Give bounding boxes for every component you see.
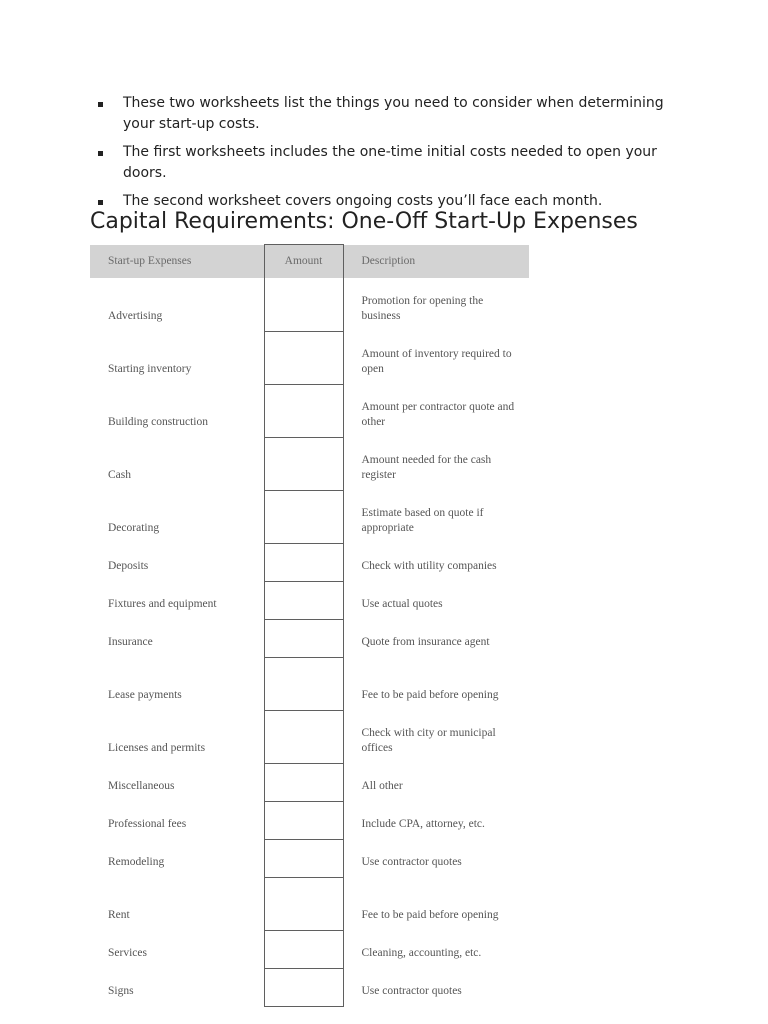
- expense-name: Miscellaneous: [108, 780, 175, 792]
- expense-description: Use actual quotes: [361, 598, 443, 610]
- section-title: Capital Requirements: One-Off Start-Up Expenses: [90, 209, 638, 234]
- expense-description: Use contractor quotes: [361, 985, 462, 997]
- expense-description: Amount of inventory required to open: [361, 348, 512, 375]
- table-row: [90, 581, 529, 619]
- amount-cell[interactable]: [264, 490, 343, 543]
- amount-input[interactable]: [265, 969, 343, 1006]
- amount-input[interactable]: [265, 582, 343, 619]
- table-row: [90, 877, 529, 930]
- table-row: [90, 657, 529, 710]
- amount-input[interactable]: [265, 332, 343, 384]
- expense-description: Promotion for opening the business: [361, 295, 484, 322]
- expense-description: Estimate based on quote if appropriate: [361, 507, 484, 534]
- expense-name: Building construction: [108, 416, 208, 428]
- expense-description: Cleaning, accounting, etc.: [361, 947, 482, 959]
- amount-input[interactable]: [265, 438, 343, 490]
- intro-bullet: [98, 142, 688, 184]
- expense-description: Fee to be paid before opening: [361, 689, 499, 701]
- amount-input[interactable]: [265, 658, 343, 710]
- expense-name: Cash: [108, 469, 131, 481]
- expense-name: Decorating: [108, 522, 160, 534]
- amount-cell[interactable]: [264, 384, 343, 437]
- amount-input[interactable]: [265, 840, 343, 877]
- square-bullet-icon: [98, 151, 103, 156]
- expense-description: Use contractor quotes: [361, 856, 462, 868]
- table-row: [90, 490, 529, 543]
- intro-bullet-text: The second worksheet covers ongoing costs you’ll face each month.: [123, 193, 603, 209]
- amount-cell[interactable]: [264, 930, 343, 968]
- amount-input[interactable]: [265, 802, 343, 839]
- intro-bullet: [98, 93, 688, 135]
- expense-name: Fixtures and equipment: [108, 598, 217, 610]
- intro-bullet-list: [98, 93, 688, 219]
- table-row: [90, 930, 529, 968]
- table-row: [90, 384, 529, 437]
- expense-name: Rent: [108, 909, 130, 921]
- expense-name: Insurance: [108, 636, 153, 648]
- amount-input[interactable]: [265, 278, 343, 331]
- expense-name: Professional fees: [108, 818, 187, 830]
- table-row: [90, 968, 529, 1006]
- table-row: [90, 801, 529, 839]
- header-amount: Amount: [264, 245, 343, 279]
- amount-input[interactable]: [265, 931, 343, 968]
- startup-expenses-table: [90, 244, 529, 1007]
- expense-description: Check with utility companies: [361, 560, 497, 572]
- amount-cell[interactable]: [264, 839, 343, 877]
- amount-input[interactable]: [265, 764, 343, 801]
- expense-description: Amount per contractor quote and other: [361, 401, 515, 428]
- expense-name: Deposits: [108, 560, 149, 572]
- expense-description: All other: [361, 780, 403, 792]
- table-header-row: [90, 245, 529, 279]
- expense-name: Services: [108, 947, 147, 959]
- table-row: [90, 543, 529, 581]
- expense-name: Remodeling: [108, 856, 165, 868]
- expense-description: Check with city or municipal offices: [361, 727, 496, 754]
- expense-name: Starting inventory: [108, 363, 192, 375]
- table-row: [90, 437, 529, 490]
- amount-input[interactable]: [265, 491, 343, 543]
- amount-input[interactable]: [265, 711, 343, 763]
- expense-name: Signs: [108, 985, 134, 997]
- amount-cell[interactable]: [264, 543, 343, 581]
- amount-cell[interactable]: [264, 657, 343, 710]
- amount-input[interactable]: [265, 878, 343, 930]
- amount-cell[interactable]: [264, 331, 343, 384]
- header-startup-expenses: Start-up Expenses: [90, 245, 264, 279]
- expense-description: Include CPA, attorney, etc.: [361, 818, 485, 830]
- table-row: [90, 278, 529, 331]
- square-bullet-icon: [98, 200, 103, 205]
- header-description: Description: [343, 245, 529, 279]
- table-row: [90, 710, 529, 763]
- intro-bullet-text: The first worksheets includes the one-time initial costs needed to open your doors.: [123, 144, 657, 181]
- table-row: [90, 839, 529, 877]
- expense-description: Fee to be paid before opening: [361, 909, 499, 921]
- amount-input[interactable]: [265, 385, 343, 437]
- amount-cell[interactable]: [264, 619, 343, 657]
- amount-cell[interactable]: [264, 710, 343, 763]
- amount-cell[interactable]: [264, 877, 343, 930]
- amount-cell[interactable]: [264, 763, 343, 801]
- square-bullet-icon: [98, 102, 103, 107]
- amount-cell[interactable]: [264, 801, 343, 839]
- amount-input[interactable]: [265, 620, 343, 657]
- amount-cell[interactable]: [264, 437, 343, 490]
- amount-cell[interactable]: [264, 968, 343, 1006]
- amount-cell[interactable]: [264, 581, 343, 619]
- table-row: [90, 619, 529, 657]
- table-row: [90, 763, 529, 801]
- expense-name: Licenses and permits: [108, 742, 206, 754]
- expense-description: Amount needed for the cash register: [361, 454, 492, 481]
- expense-description: Quote from insurance agent: [361, 636, 490, 648]
- amount-cell[interactable]: [264, 278, 343, 331]
- intro-bullet-text: These two worksheets list the things you need to consider when determining your start-up costs.: [123, 95, 664, 132]
- expense-name: Advertising: [108, 310, 163, 322]
- amount-input[interactable]: [265, 544, 343, 581]
- table-row: [90, 331, 529, 384]
- expense-name: Lease payments: [108, 689, 182, 701]
